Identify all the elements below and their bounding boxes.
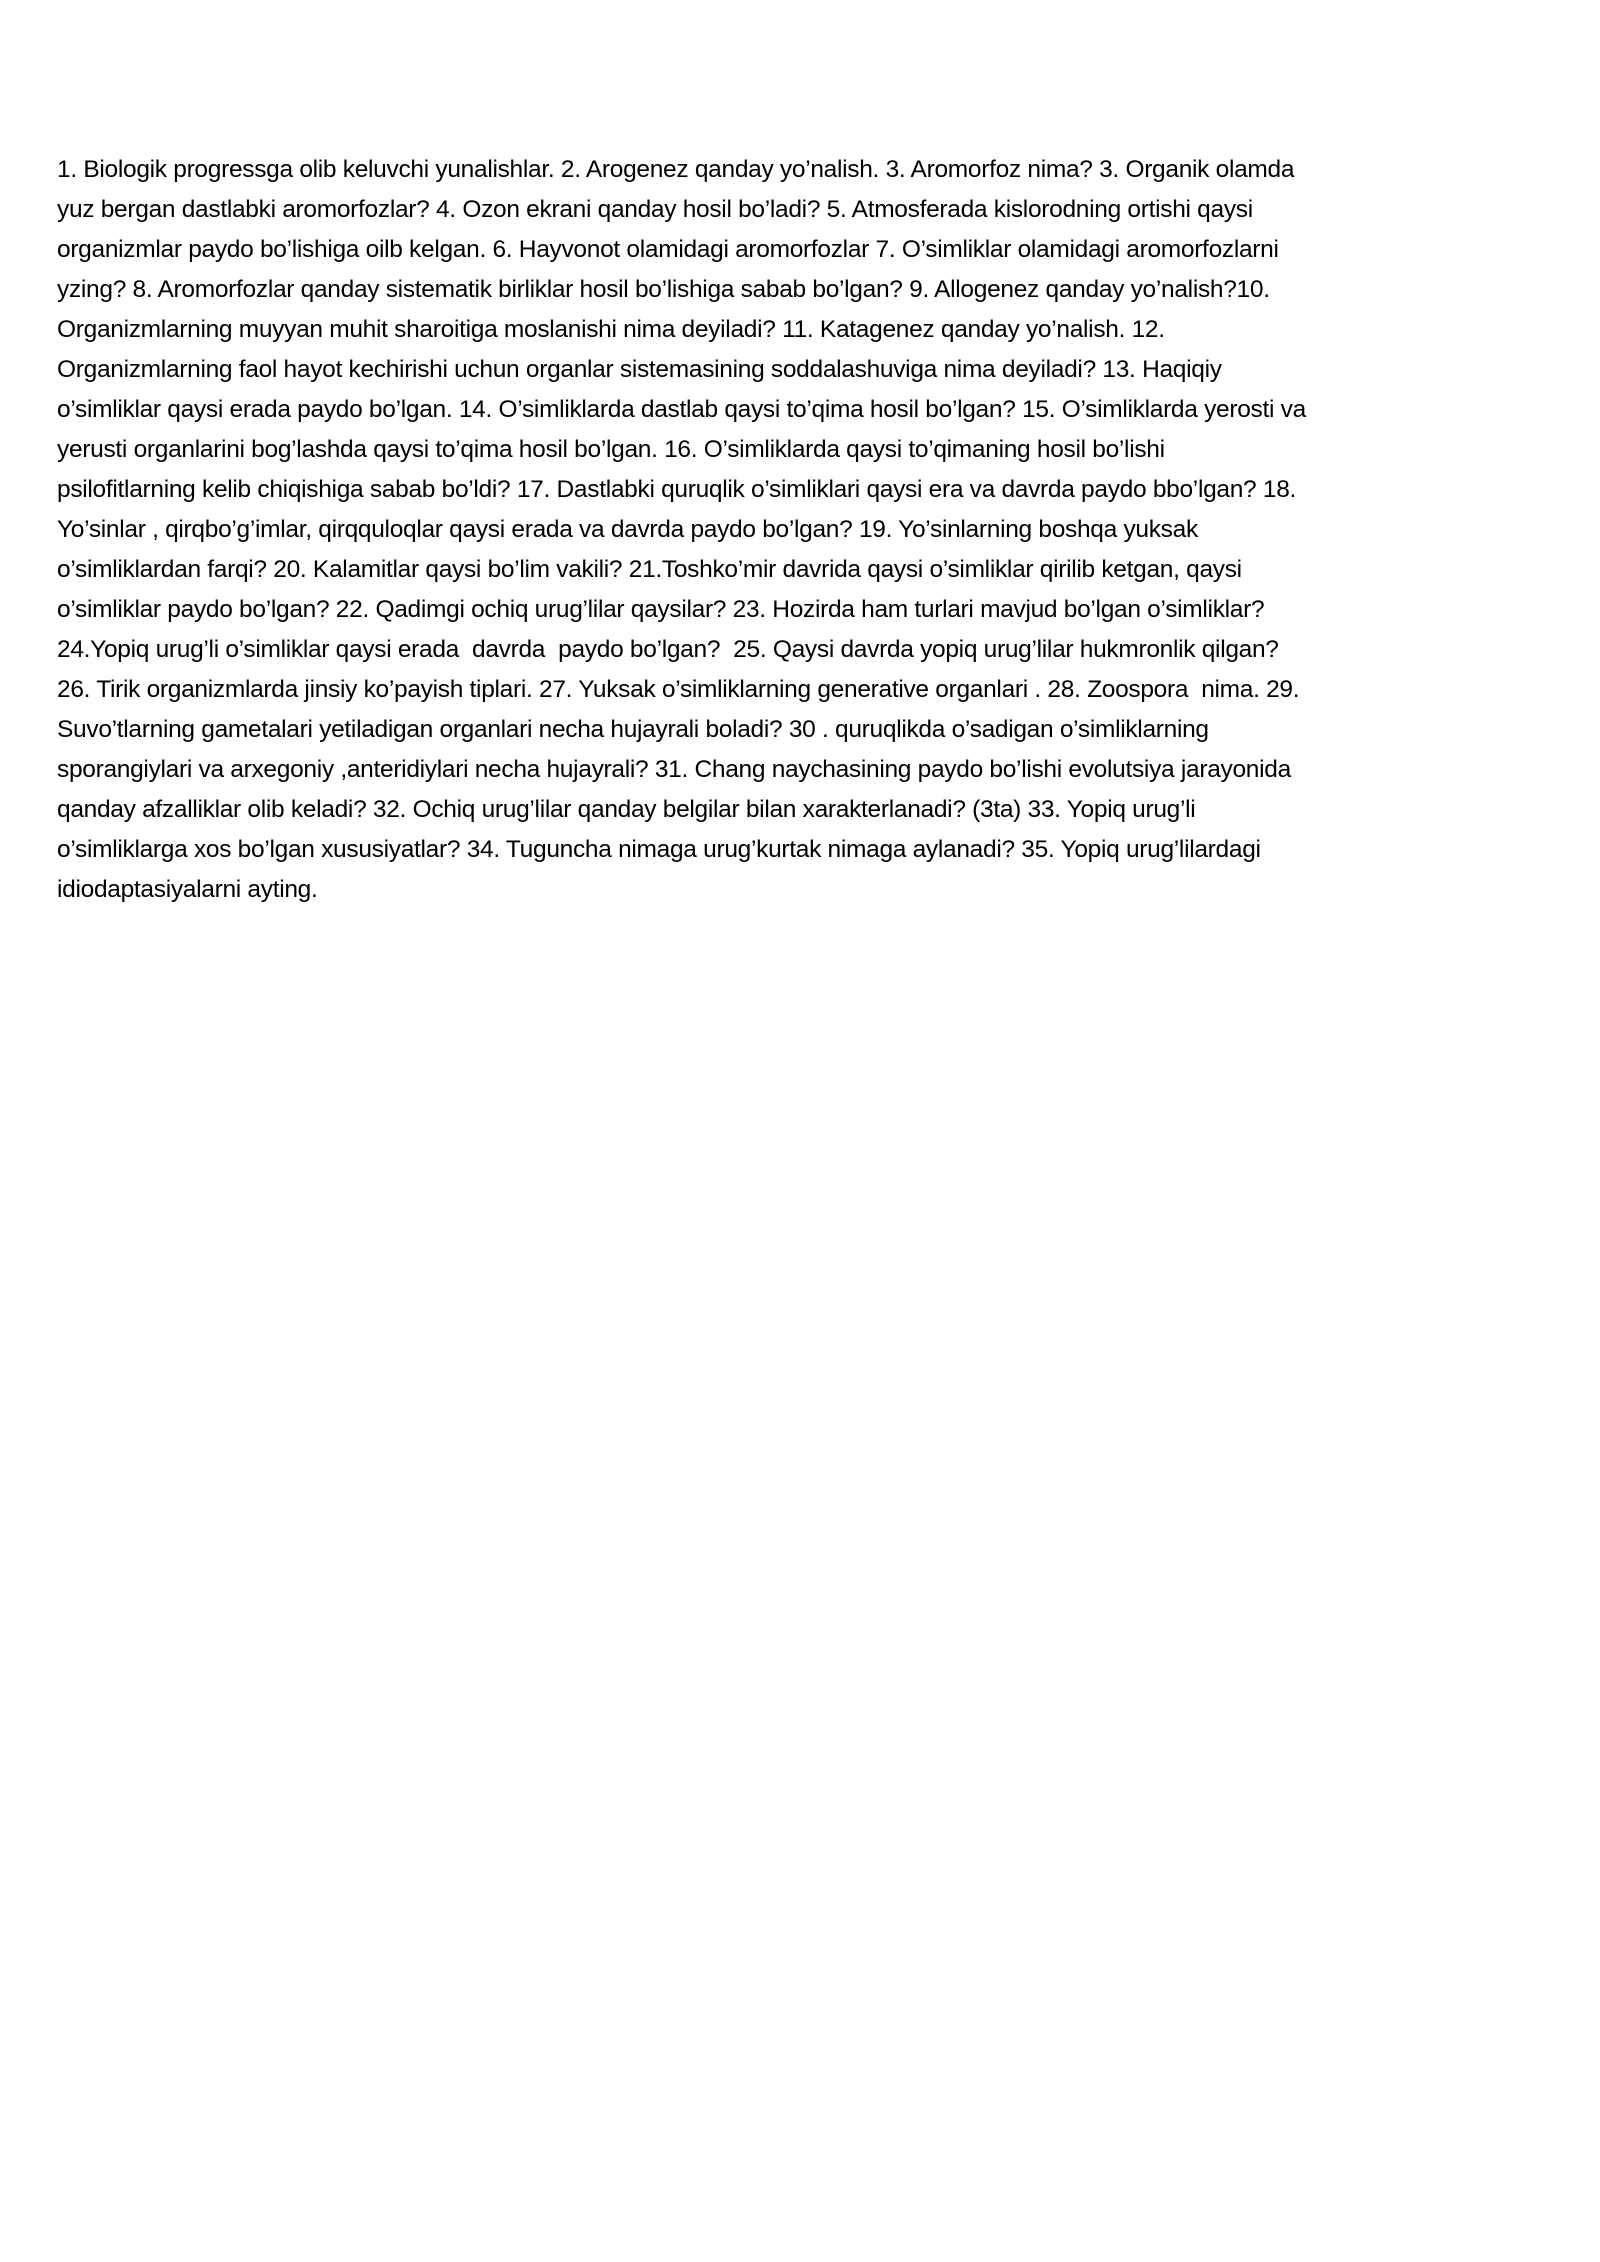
paragraph-line: qanday afzalliklar olib keladi? 32. Ochiq urug’lilar qanday belgilar bilan xarakterlanadi? (3ta) 33. Yopiq urug’li bbox=[57, 796, 1196, 823]
paragraph-line: 1. Biologik progressga olib keluvchi yunalishlar. 2. Arogenez qanday yo’nalish. 3. Aromorfoz nima? 3. Organik olamda bbox=[57, 156, 1295, 183]
paragraph-line: Suvo’tlarning gametalari yetiladigan organlari necha hujayrali boladi? 30 . quruqlikda o’sadigan o’simliklarning bbox=[57, 716, 1209, 743]
paragraph-line: Yo’sinlar , qirqbo’g’imlar, qirqquloqlar qaysi erada va davrda paydo bo’lgan? 19. Yo’sinlarning boshqa yuksak bbox=[57, 516, 1198, 543]
paragraph-line: organizmlar paydo bo’lishiga oilb kelgan. 6. Hayvonot olamidagi aromorfozlar 7. O’simliklar olamidagi aromorfozlarni bbox=[57, 236, 1279, 263]
paragraph-line: psilofitlarning kelib chiqishiga sabab bo’ldi? 17. Dastlabki quruqlik o’simliklari qaysi era va davrda paydo bbo’lgan? 18. bbox=[57, 476, 1297, 503]
paragraph-line: o’simliklar qaysi erada paydo bo’lgan. 14. O’simliklarda dastlab qaysi to’qima hosil bo’lgan? 15. O’simliklarda yerosti va bbox=[57, 396, 1306, 423]
paragraph-line: 24.Yopiq urug’li o’simliklar qaysi erada davrda paydo bo’lgan? 25. Qaysi davrda yopiq urug’lilar hukmronlik qilgan? bbox=[57, 636, 1279, 663]
paragraph-line: o’simliklardan farqi? 20. Kalamitlar qaysi bo’lim vakili? 21.Toshko’mir davrida qaysi o’simliklar qirilib ketgan, qaysi bbox=[57, 556, 1242, 583]
paragraph-line: yzing? 8. Aromorfozlar qanday sistematik birliklar hosil bo’lishiga sabab bo’lgan? 9. Allogenez qanday yo’nalish?10. bbox=[57, 276, 1270, 303]
paragraph-line: Organizmlarning muyyan muhit sharoitiga moslanishi nima deyiladi? 11. Katagenez qanday yo’nalish. 12. bbox=[57, 316, 1165, 343]
paragraph-line: idiodaptasiyalarni ayting. bbox=[57, 876, 318, 903]
question-paragraph bbox=[57, 150, 1557, 910]
paragraph-line: 26. Tirik organizmlarda jinsiy ko’payish tiplari. 27. Yuksak o’simliklarning generative organlari . 28. Zoospora nima. 29. bbox=[57, 676, 1300, 703]
paragraph-line: Organizmlarning faol hayot kechirishi uchun organlar sistemasining soddalashuviga nima deyiladi? 13. Haqiqiy bbox=[57, 356, 1222, 383]
paragraph-line: o’simliklar paydo bo’lgan? 22. Qadimgi ochiq urug’lilar qaysilar? 23. Hozirda ham turlari mavjud bo’lgan o’simliklar? bbox=[57, 596, 1265, 623]
paragraph-line: sporangiylari va arxegoniy ,anteridiylari necha hujayrali? 31. Chang naychasining paydo bo’lishi evolutsiya jarayonida bbox=[57, 756, 1291, 783]
paragraph-line: yerusti organlarini bog’lashda qaysi to’qima hosil bo’lgan. 16. O’simliklarda qaysi to’qimaning hosil bo’lishi bbox=[57, 436, 1165, 463]
paragraph-line: o’simliklarga xos bo’lgan xususiyatlar? 34. Tuguncha nimaga urug’kurtak nimaga aylanadi? 35. Yopiq urug’lilardagi bbox=[57, 836, 1261, 863]
paragraph-line: yuz bergan dastlabki aromorfozlar? 4. Ozon ekrani qanday hosil bo’ladi? 5. Atmosferada kislorodning ortishi qaysi bbox=[57, 196, 1253, 223]
